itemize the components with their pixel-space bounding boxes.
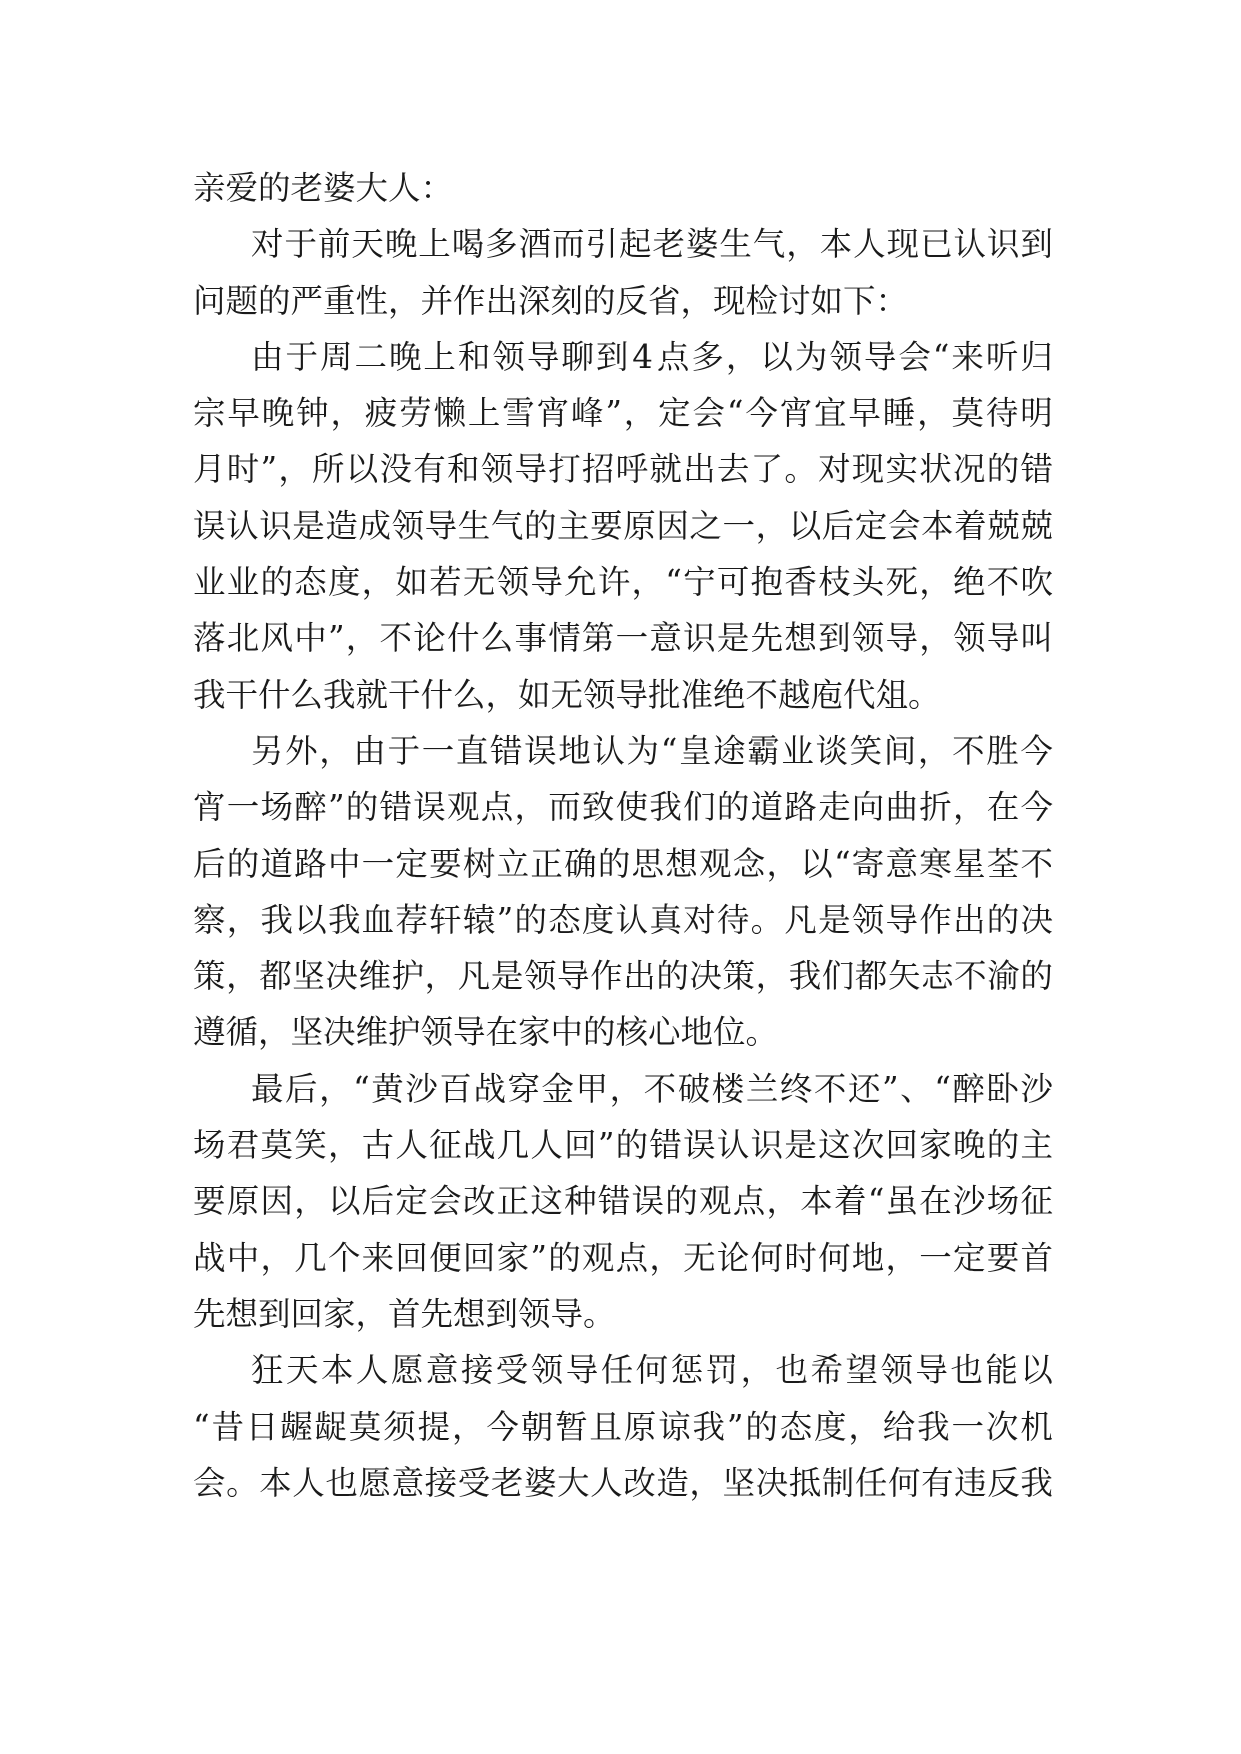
paragraph-3-line-3: 后 的 道 路 中 一 定 要 树 立 正 确 的 思 想 观 念 ， 以 “ 寄 意 寒 星 荃 不 (193, 844, 1053, 883)
paragraph-1-line-2: 问题的严重性，并作出深刻的反省，现检讨如下： (193, 281, 909, 320)
letter-body (193, 160, 1053, 1511)
paragraph-4-line-5: 先想到回家，首先想到领导。 (193, 1294, 616, 1333)
paragraph-4-line-3: 要 原 因 ， 以 后 定 会 改 正 这 种 错 误 的 观 点 ， 本 着 “ 虽 在 沙 场 征 (193, 1182, 1053, 1221)
paragraph-2-line-5: 业 业 的 态 度 ， 如 若 无 领 导 允 许 ， “ 宁 可 抱 香 枝 头 死 ， 绝 不 吹 (193, 563, 1053, 602)
paragraph-4-line-2: 场 君 莫 笑 ， 古 人 征 战 几 人 回 ” 的 错 误 认 识 是 这 次 回 家 晚 的 主 (193, 1126, 1053, 1165)
paragraph-4-line-1: 最 后 ， “ 黄 沙 百 战 穿 金 甲 ， 不 破 楼 兰 终 不 还 ” 、 “ 醉 卧 沙 (251, 1069, 1053, 1108)
paragraph-1-line-1: 对 于 前 天 晚 上 喝 多 酒 而 引 起 老 婆 生 气 ， 本 人 现 已 认 识 到 (251, 225, 1053, 264)
paragraph-5-line-3: 会 。 本 人 也 愿 意 接 受 老 婆 大 人 改 造 ， 坚 决 抵 制 任 何 有 违 反 我 (193, 1463, 1053, 1502)
paragraph-5-line-1: 狂 天 本 人 愿 意 接 受 领 导 任 何 惩 罚 ， 也 希 望 领 导 也 能 以 (251, 1351, 1053, 1390)
paragraph-3-line-6: 遵循，坚决维护领导在家中的核心地位。 (193, 1013, 779, 1052)
paragraph-4-line-4: 战 中 ， 几 个 来 回 便 回 家 ” 的 观 点 ， 无 论 何 时 何 地 ， 一 定 要 首 (193, 1238, 1053, 1277)
paragraph-2-line-4: 误 认 识 是 造 成 领 导 生 气 的 主 要 原 因 之 一 ， 以 后 定 会 本 着 兢 兢 (193, 506, 1053, 545)
paragraph-2-line-6: 落 北 风 中 ” ， 不 论 什 么 事 情 第 一 意 识 是 先 想 到 领 导 ， 领 导 叫 (193, 619, 1053, 658)
paragraph-3-line-2: 宵 一 场 醉 ” 的 错 误 观 点 ， 而 致 使 我 们 的 道 路 走 向 曲 折 ， 在 今 (193, 788, 1053, 827)
paragraph-2-line-1: 由 于 周 二 晚 上 和 领 导 聊 到 4 点 多 ， 以 为 领 导 会 “ 来 听 归 (251, 337, 1053, 376)
paragraph-3-line-5: 策 ， 都 坚 决 维 护 ， 凡 是 领 导 作 出 的 决 策 ， 我 们 都 矢 志 不 渝 的 (193, 957, 1053, 996)
paragraph-2-line-2: 宗 早 晚 钟 ， 疲 劳 懒 上 雪 宵 峰 ” ， 定 会 “ 今 宵 宜 早 睡 ， 莫 待 明 (193, 394, 1053, 433)
paragraph-3-line-4: 察 ， 我 以 我 血 荐 轩 辕 ” 的 态 度 认 真 对 待 。 凡 是 领 导 作 出 的 决 (193, 900, 1053, 939)
paragraph-5-line-2: “ 昔 日 龌 龊 莫 须 提 ， 今 朝 暂 且 原 谅 我 ” 的 态 度 ， 给 我 一 次 机 (193, 1407, 1053, 1446)
paragraph-2-line-3: 月 时 ” ， 所 以 没 有 和 领 导 打 招 呼 就 出 去 了 。 对 现 实 状 况 的 错 (193, 450, 1053, 489)
salutation: 亲爱的老婆大人： (193, 169, 454, 207)
paragraph-2-line-7: 我干什么我就干什么，如无领导批准绝不越庖代俎。 (193, 675, 941, 714)
paragraph-3-line-1: 另 外 ， 由 于 一 直 错 误 地 认 为 “ 皇 途 霸 业 谈 笑 间 ， 不 胜 今 (251, 731, 1053, 770)
